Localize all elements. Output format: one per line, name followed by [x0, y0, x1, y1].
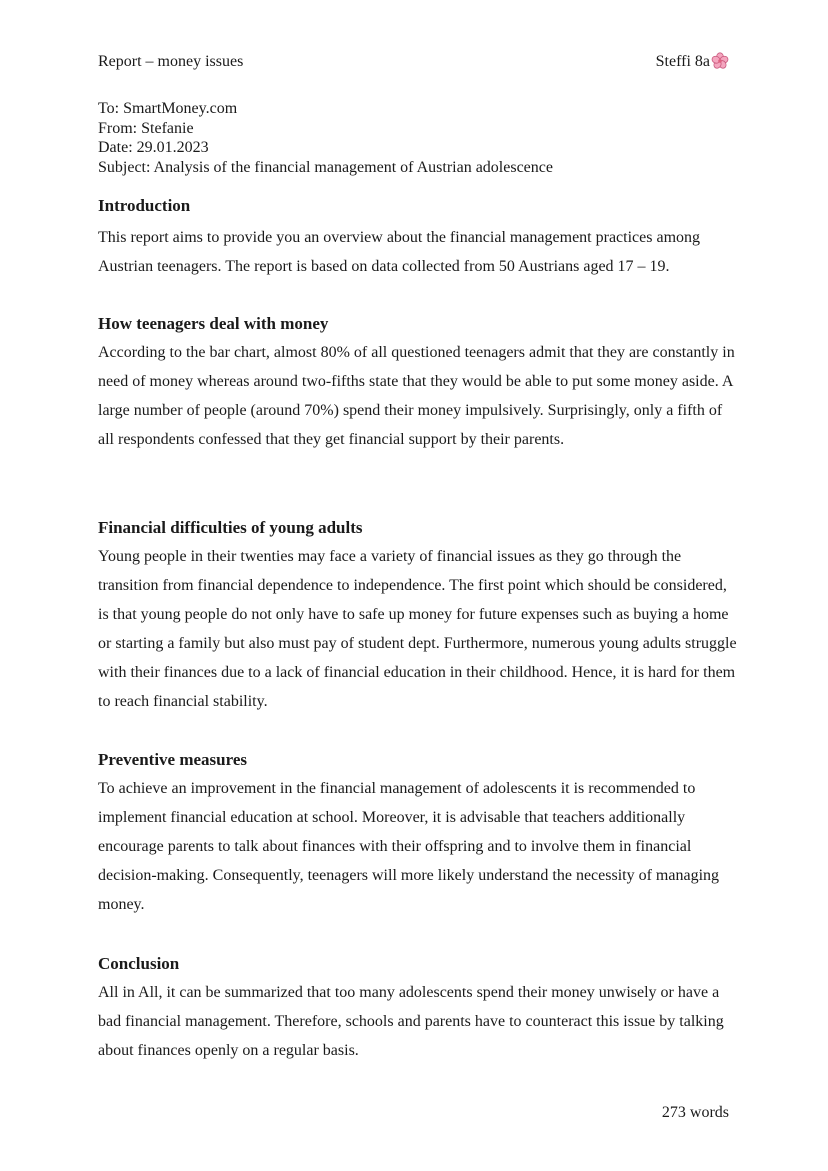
section-conclusion [98, 953, 738, 1065]
section-heading: How teenagers deal with money [98, 314, 329, 333]
section-preventive-measures [98, 749, 738, 919]
section-body: To achieve an improvement in the financial management of adolescents it is recommended to implement financial education at school. Moreover, it is advisable that teachers additionally encourage parents to talk about finances with their offspring and to involve them in financial decision-making. Consequently, teenagers will more likely understand the necessity of managing money. [98, 780, 720, 913]
word-count: 273 words [661, 1104, 729, 1121]
memo-date: Date: 29.01.2023 [98, 139, 209, 156]
section-body: This report aims to provide you an overview about the financial management practices among Austrian teenagers. The report is based on data collected from 50 Austrians aged 17 – 19. [98, 229, 701, 275]
cherry-blossom-icon [711, 52, 729, 70]
section-body: Young people in their twenties may face a variety of financial issues as they go through the transition from financial dependence to independence. The first point which should be considered, is that young people do not only have to safe up money for future expenses such as buying a home or starting a family but also must pay of student dept. Furthermore, numerous young adults struggle with their finances due to a lack of financial education in their childhood. Hence, it is hard for them to reach financial stability. [98, 548, 737, 710]
memo-to: To: SmartMoney.com [98, 100, 238, 117]
section-heading: Financial difficulties of young adults [98, 518, 363, 537]
section-heading: Introduction [98, 196, 191, 215]
section-heading: Preventive measures [98, 750, 248, 769]
section-body: All in All, it can be summarized that too many adolescents spend their money unwisely or have a bad financial management. Therefore, schools and parents have to counteract this issue by talking about finances openly on a regular basis. [98, 984, 724, 1059]
author-name: Steffi 8a [655, 53, 710, 70]
section-introduction [98, 195, 738, 281]
report-title: Report – money issues [98, 53, 244, 70]
memo-from: From: Stefanie [98, 119, 194, 137]
section-body: According to the bar chart, almost 80% of all questioned teenagers admit that they are constantly in need of money whereas around two-fifths state that they would be able to put some money aside. A large number of people (around 70%) spend their money impulsively. Surprisingly, only a fifth of all respondents confessed that they get financial support by their parents. [98, 344, 735, 448]
memo-block [98, 99, 553, 177]
author-label [656, 52, 729, 72]
memo-subject: Subject: Analysis of the financial management of Austrian adolescence [98, 158, 553, 176]
section-how-teenagers [98, 313, 738, 454]
section-difficulties [98, 517, 738, 716]
section-heading: Conclusion [98, 954, 180, 973]
